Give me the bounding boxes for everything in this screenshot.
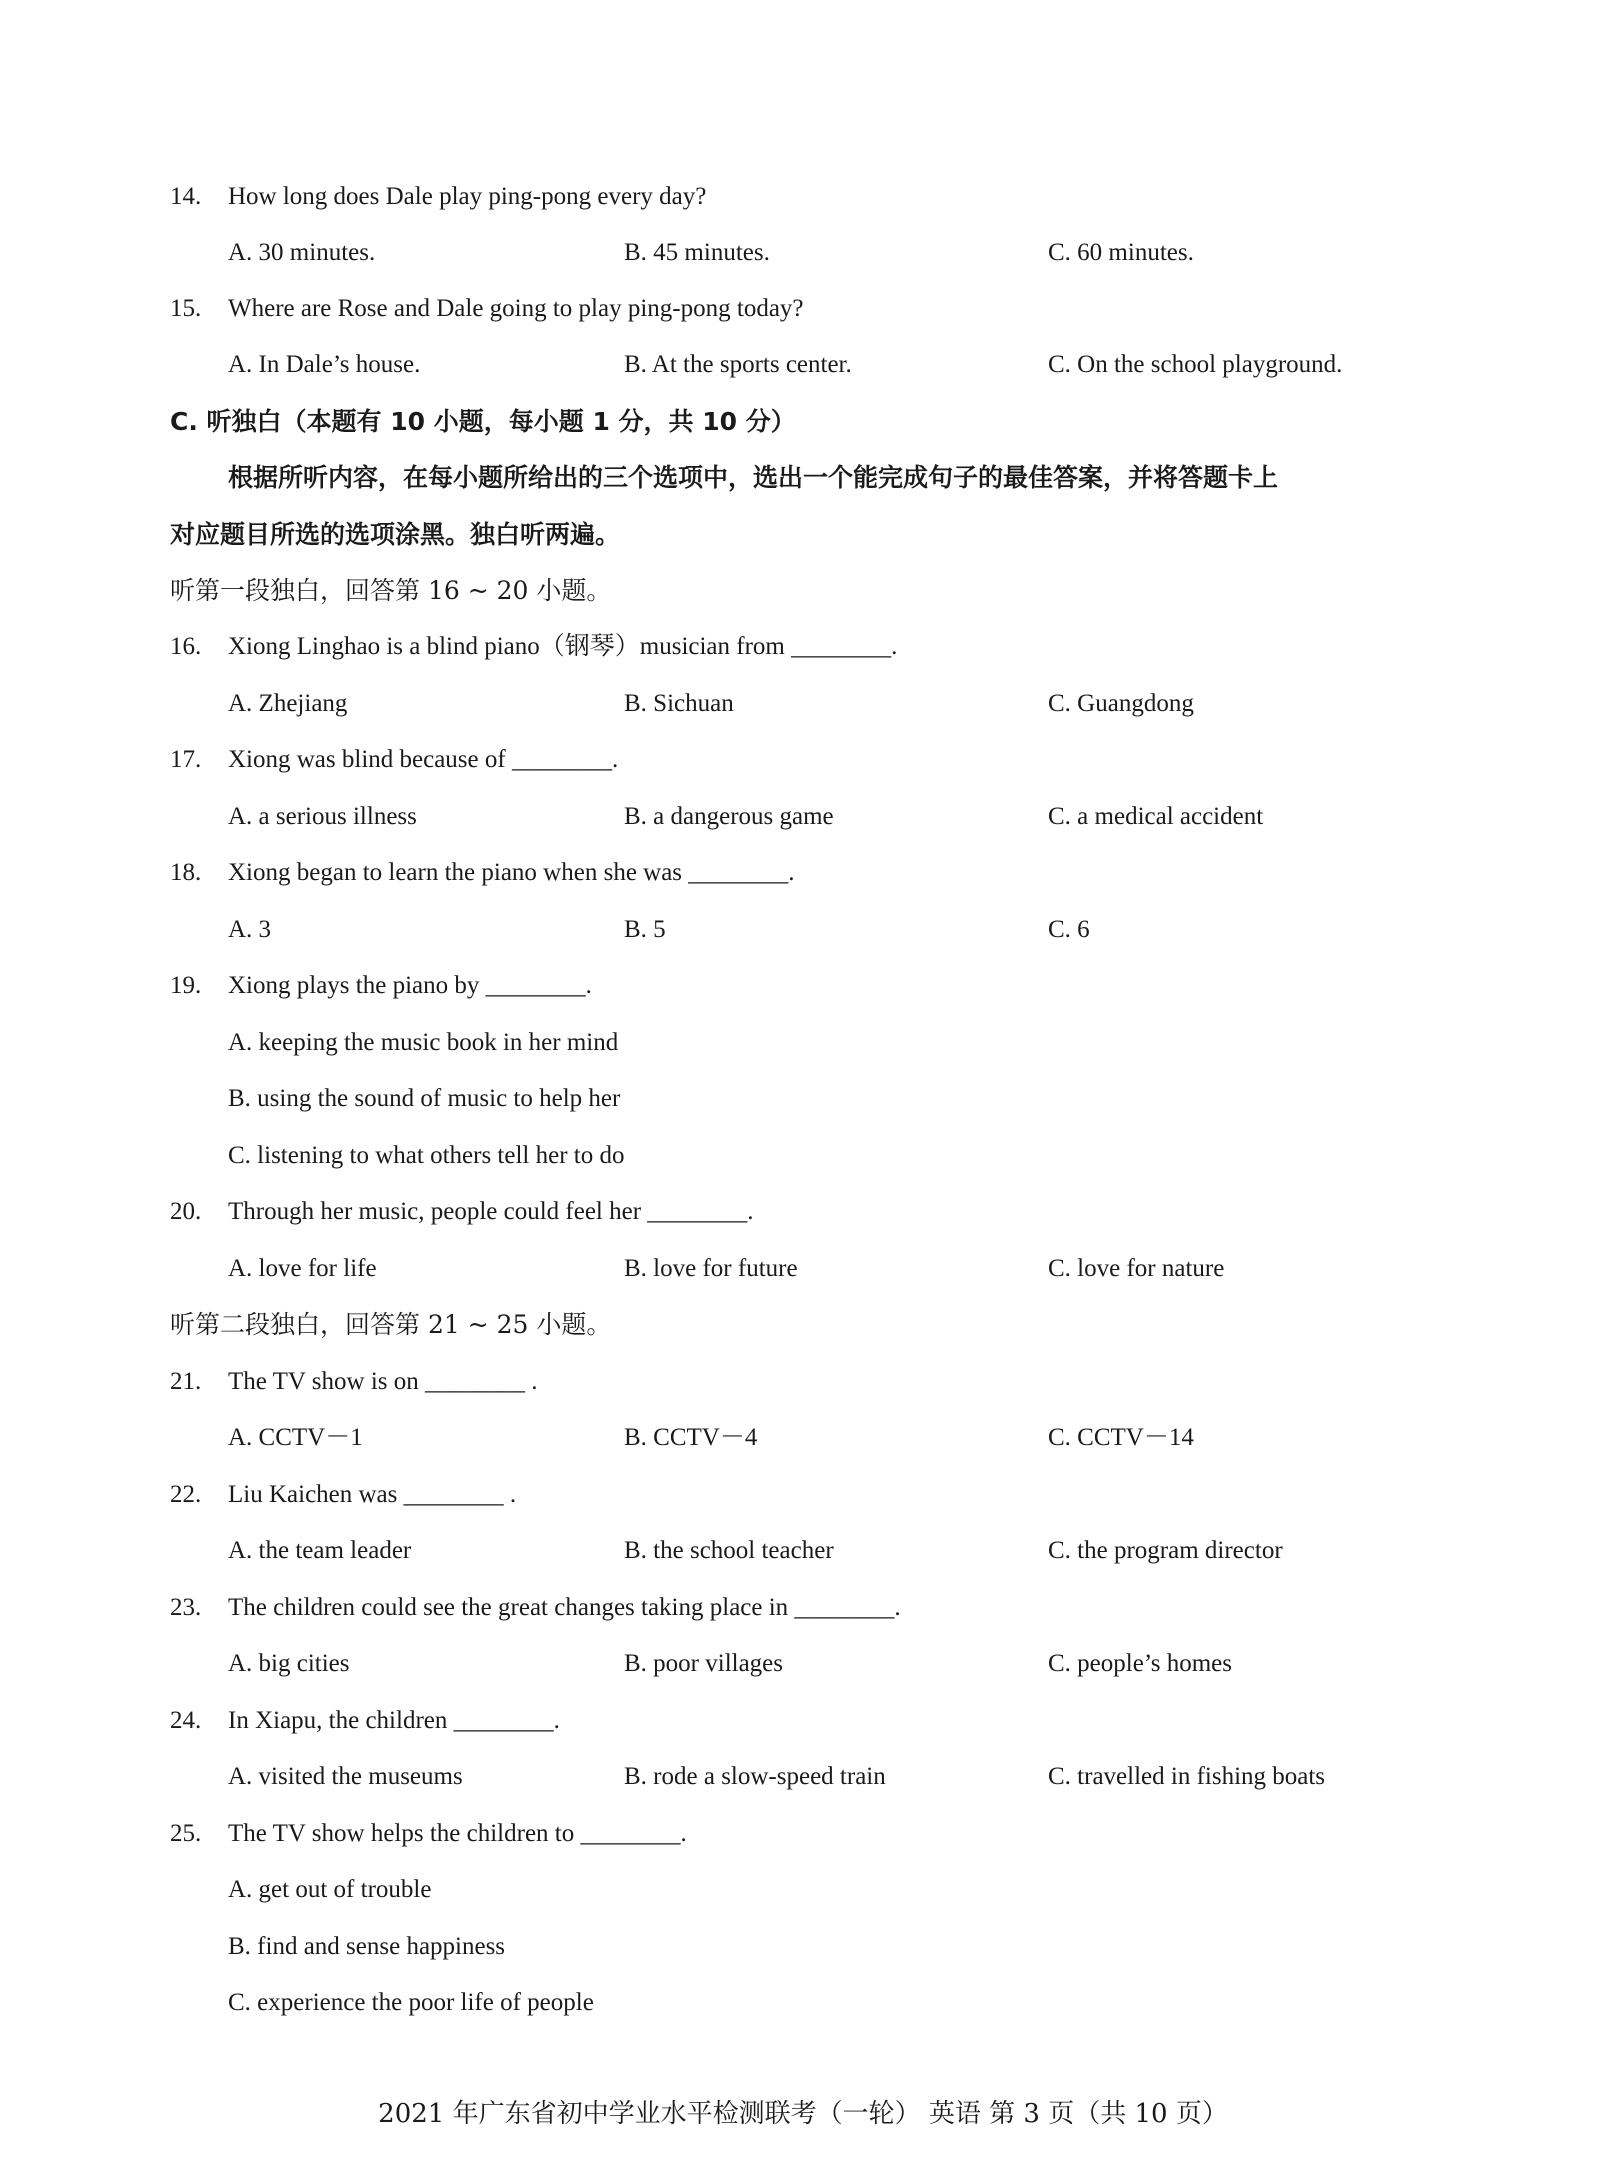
option-b: B. poor villages bbox=[624, 1650, 784, 1677]
option-a: A. 3 bbox=[228, 916, 272, 943]
option-c: C. 60 minutes. bbox=[1048, 239, 1194, 266]
option-a: A. In Dale’s house. bbox=[228, 351, 421, 378]
question-text: Xiong plays the piano by ________. bbox=[228, 972, 592, 999]
question-text: Liu Kaichen was ________ . bbox=[228, 1481, 517, 1508]
question-text: In Xiapu, the children ________. bbox=[228, 1707, 560, 1734]
option-c: C. 6 bbox=[1048, 916, 1090, 943]
question-number: 15. bbox=[170, 295, 202, 322]
question-number: 23. bbox=[170, 1594, 202, 1621]
option-a: A. get out of trouble bbox=[228, 1876, 432, 1903]
question-25 bbox=[170, 1819, 687, 1849]
question-19 bbox=[170, 971, 592, 1001]
question-number: 25. bbox=[170, 1820, 202, 1847]
option-c: C. Guangdong bbox=[1048, 690, 1194, 717]
option-a: A. CCTV－1 bbox=[228, 1424, 363, 1451]
part1-intro: 听第一段独白，回答第 16 ~ 20 小题。 bbox=[170, 576, 612, 605]
option-a: A. a serious illness bbox=[228, 803, 417, 830]
option-a: A. the team leader bbox=[228, 1537, 412, 1564]
question-text: The TV show is on ________ . bbox=[228, 1368, 538, 1395]
option-b: B. 45 minutes. bbox=[624, 239, 770, 266]
question-number: 22. bbox=[170, 1481, 202, 1508]
question-18 bbox=[170, 858, 795, 888]
option-b: B. love for future bbox=[624, 1255, 798, 1282]
option-c: C. people’s homes bbox=[1048, 1650, 1233, 1677]
question-21 bbox=[170, 1367, 538, 1397]
option-b: B. the school teacher bbox=[624, 1537, 834, 1564]
question-number: 17. bbox=[170, 746, 202, 773]
option-a: A. 30 minutes. bbox=[228, 239, 376, 266]
option-c: C. experience the poor life of people bbox=[228, 1989, 594, 2016]
option-b: B. At the sports center. bbox=[624, 351, 852, 378]
question-text: The TV show helps the children to ________. bbox=[228, 1820, 687, 1847]
question-17 bbox=[170, 745, 618, 775]
question-number: 24. bbox=[170, 1707, 202, 1734]
question-15 bbox=[170, 294, 804, 324]
question-number: 14. bbox=[170, 183, 202, 210]
question-text: How long does Dale play ping-pong every day? bbox=[228, 183, 707, 210]
option-a: A. Zhejiang bbox=[228, 690, 348, 717]
question-number: 21. bbox=[170, 1368, 202, 1395]
option-a: A. keeping the music book in her mind bbox=[228, 1029, 619, 1056]
question-text: Xiong Linghao is a blind piano（钢琴）musician from ________. bbox=[228, 633, 898, 660]
section-heading: C. 听独白（本题有 10 小题，每小题 1 分，共 10 分） bbox=[170, 407, 796, 436]
question-number: 18. bbox=[170, 859, 202, 886]
option-b: B. using the sound of music to help her bbox=[228, 1085, 621, 1112]
option-a: A. visited the museums bbox=[228, 1763, 463, 1790]
instruction-line-1: 根据所听内容，在每小题所给出的三个选项中，选出一个能完成句子的最佳答案，并将答题卡上 bbox=[228, 463, 1279, 492]
question-22 bbox=[170, 1480, 516, 1510]
option-b: B. CCTV－4 bbox=[624, 1424, 758, 1451]
option-b: B. 5 bbox=[624, 916, 666, 943]
question-23 bbox=[170, 1593, 901, 1623]
option-c: C. listening to what others tell her to do bbox=[228, 1142, 625, 1169]
option-a: A. love for life bbox=[228, 1255, 377, 1282]
question-20 bbox=[170, 1197, 754, 1227]
option-c: C. travelled in fishing boats bbox=[1048, 1763, 1326, 1790]
option-c: C. love for nature bbox=[1048, 1255, 1225, 1282]
option-b: B. find and sense happiness bbox=[228, 1933, 506, 1960]
option-c: C. CCTV－14 bbox=[1048, 1424, 1194, 1451]
option-c: C. a medical accident bbox=[1048, 803, 1264, 830]
option-a: A. big cities bbox=[228, 1650, 350, 1677]
option-c: C. the program director bbox=[1048, 1537, 1283, 1564]
page-footer: 2021 年广东省初中学业水平检测联考（一轮） 英语 第 3 页（共 10 页） bbox=[378, 2099, 1228, 2129]
question-14 bbox=[170, 182, 706, 212]
instruction-line-2: 对应题目所选的选项涂黑。独白听两遍。 bbox=[170, 520, 621, 549]
option-b: B. Sichuan bbox=[624, 690, 734, 717]
question-number: 19. bbox=[170, 972, 202, 999]
question-number: 20. bbox=[170, 1198, 202, 1225]
question-24 bbox=[170, 1706, 560, 1736]
option-c: C. On the school playground. bbox=[1048, 351, 1343, 378]
question-text: Where are Rose and Dale going to play ping-pong today? bbox=[228, 295, 804, 322]
question-number: 16. bbox=[170, 633, 202, 660]
question-16 bbox=[170, 632, 897, 662]
option-b: B. rode a slow-speed train bbox=[624, 1763, 886, 1790]
part2-intro: 听第二段独白，回答第 21 ~ 25 小题。 bbox=[170, 1310, 612, 1339]
question-text: Xiong began to learn the piano when she was ________. bbox=[228, 859, 795, 886]
question-text: Xiong was blind because of ________. bbox=[228, 746, 619, 773]
question-text: Through her music, people could feel her ________. bbox=[228, 1198, 754, 1225]
option-b: B. a dangerous game bbox=[624, 803, 834, 830]
question-text: The children could see the great changes taking place in ________. bbox=[228, 1594, 901, 1621]
